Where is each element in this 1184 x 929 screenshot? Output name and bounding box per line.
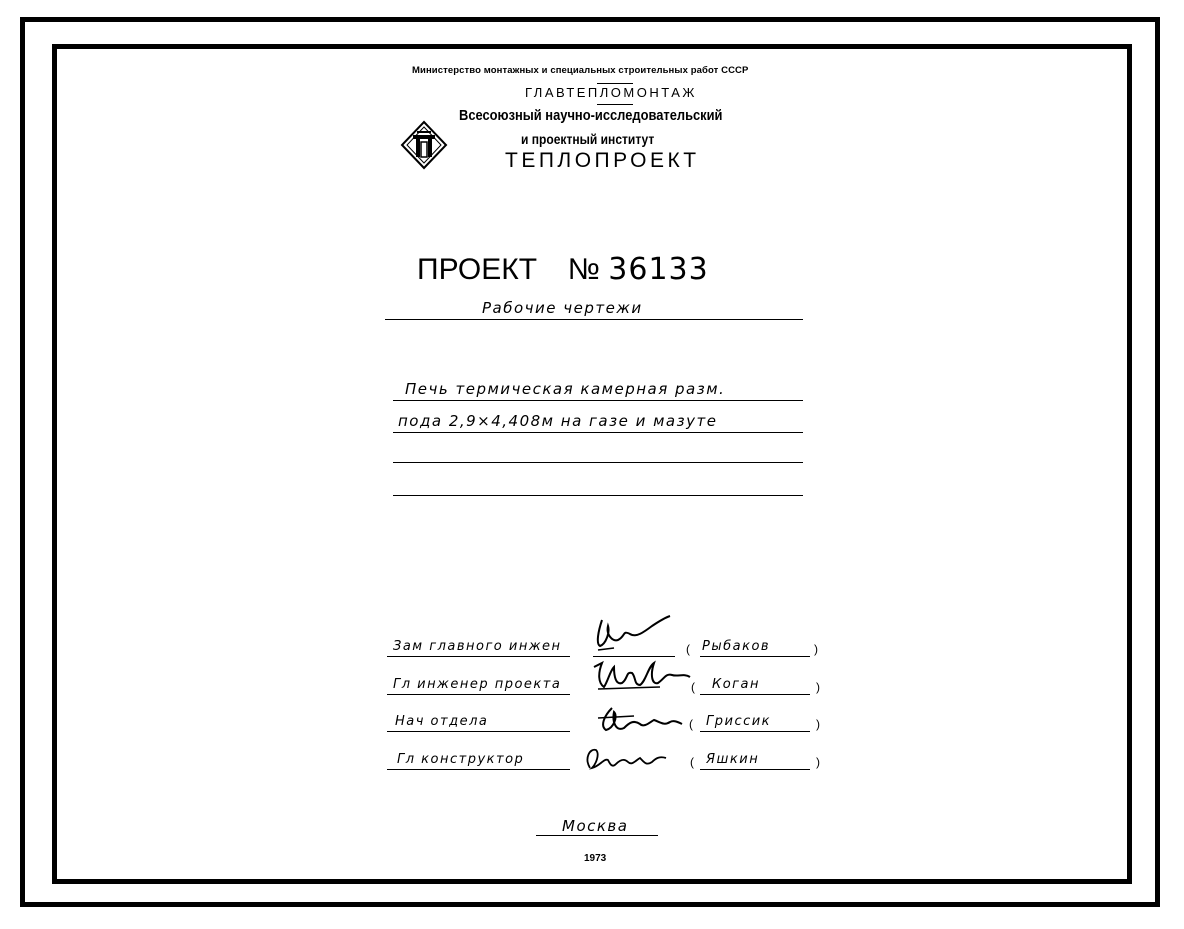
approval-role-underline-2	[387, 694, 570, 695]
glavk-underline	[597, 104, 633, 105]
institute-name: ТЕПЛОПРОЕКТ	[505, 149, 700, 172]
city: Москва	[562, 817, 629, 835]
ministry-text: Министерство монтажных и специальных строительных работ СССР	[412, 65, 749, 76]
project-number-sign: №	[567, 253, 600, 286]
glavk-name: ГЛАВТЕПЛОМОНТАЖ	[525, 85, 697, 100]
approval-name-underline-3	[700, 731, 810, 732]
glavk-overline	[597, 83, 633, 84]
project-label: ПРОЕКТ	[417, 253, 538, 286]
approval-name-underline-2	[700, 694, 810, 695]
approval-name-underline-1	[700, 656, 810, 657]
city-underline	[536, 835, 658, 836]
approval-paren-open-1: (	[686, 642, 690, 656]
project-number: 36133	[608, 252, 709, 287]
approval-role-1: Зам главного инжен	[393, 639, 562, 654]
approval-name-underline-4	[700, 769, 810, 770]
approval-paren-close-2: )	[816, 680, 820, 694]
object-line-2: пода 2,9×4,408м на газе и мазуте	[398, 412, 718, 430]
signature-2	[590, 657, 694, 697]
approval-role-2: Гл инженер проекта	[393, 677, 562, 692]
object-underline-3	[393, 462, 803, 463]
approval-paren-open-3: (	[689, 717, 693, 731]
approval-name-3: Гриссик	[706, 714, 772, 729]
approval-paren-close-4: )	[816, 755, 820, 769]
approval-name-1: Рыбаков	[702, 639, 771, 654]
institute-line-2: и проектный институт	[521, 131, 655, 147]
signature-4	[580, 742, 672, 774]
object-underline-4	[393, 495, 803, 496]
project-title	[417, 252, 709, 287]
approval-role-3: Нач отдела	[395, 714, 489, 729]
subtitle-underline	[385, 319, 803, 320]
approval-paren-close-3: )	[816, 717, 820, 731]
approval-paren-open-4: (	[690, 755, 694, 769]
approval-role-underline-4	[387, 769, 570, 770]
year: 1973	[584, 853, 607, 864]
approval-name-4: Яшкин	[706, 752, 760, 767]
signature-1	[592, 612, 678, 656]
approval-role-underline-1	[387, 656, 570, 657]
object-underline-1	[393, 400, 803, 401]
signature-3	[594, 702, 686, 738]
institute-line-1: Всесоюзный научно-исследовательский	[459, 107, 723, 124]
project-subtitle: Рабочие чертежи	[482, 299, 643, 317]
approval-paren-open-2: (	[691, 680, 695, 694]
approval-role-underline-3	[387, 731, 570, 732]
approval-name-2: Коган	[712, 677, 760, 692]
approval-paren-close-1: )	[814, 642, 818, 656]
object-underline-2	[393, 432, 803, 433]
object-line-1: Печь термическая камерная разм.	[405, 380, 726, 398]
approval-role-4: Гл конструктор	[397, 752, 525, 767]
institute-logo-icon	[400, 120, 448, 170]
